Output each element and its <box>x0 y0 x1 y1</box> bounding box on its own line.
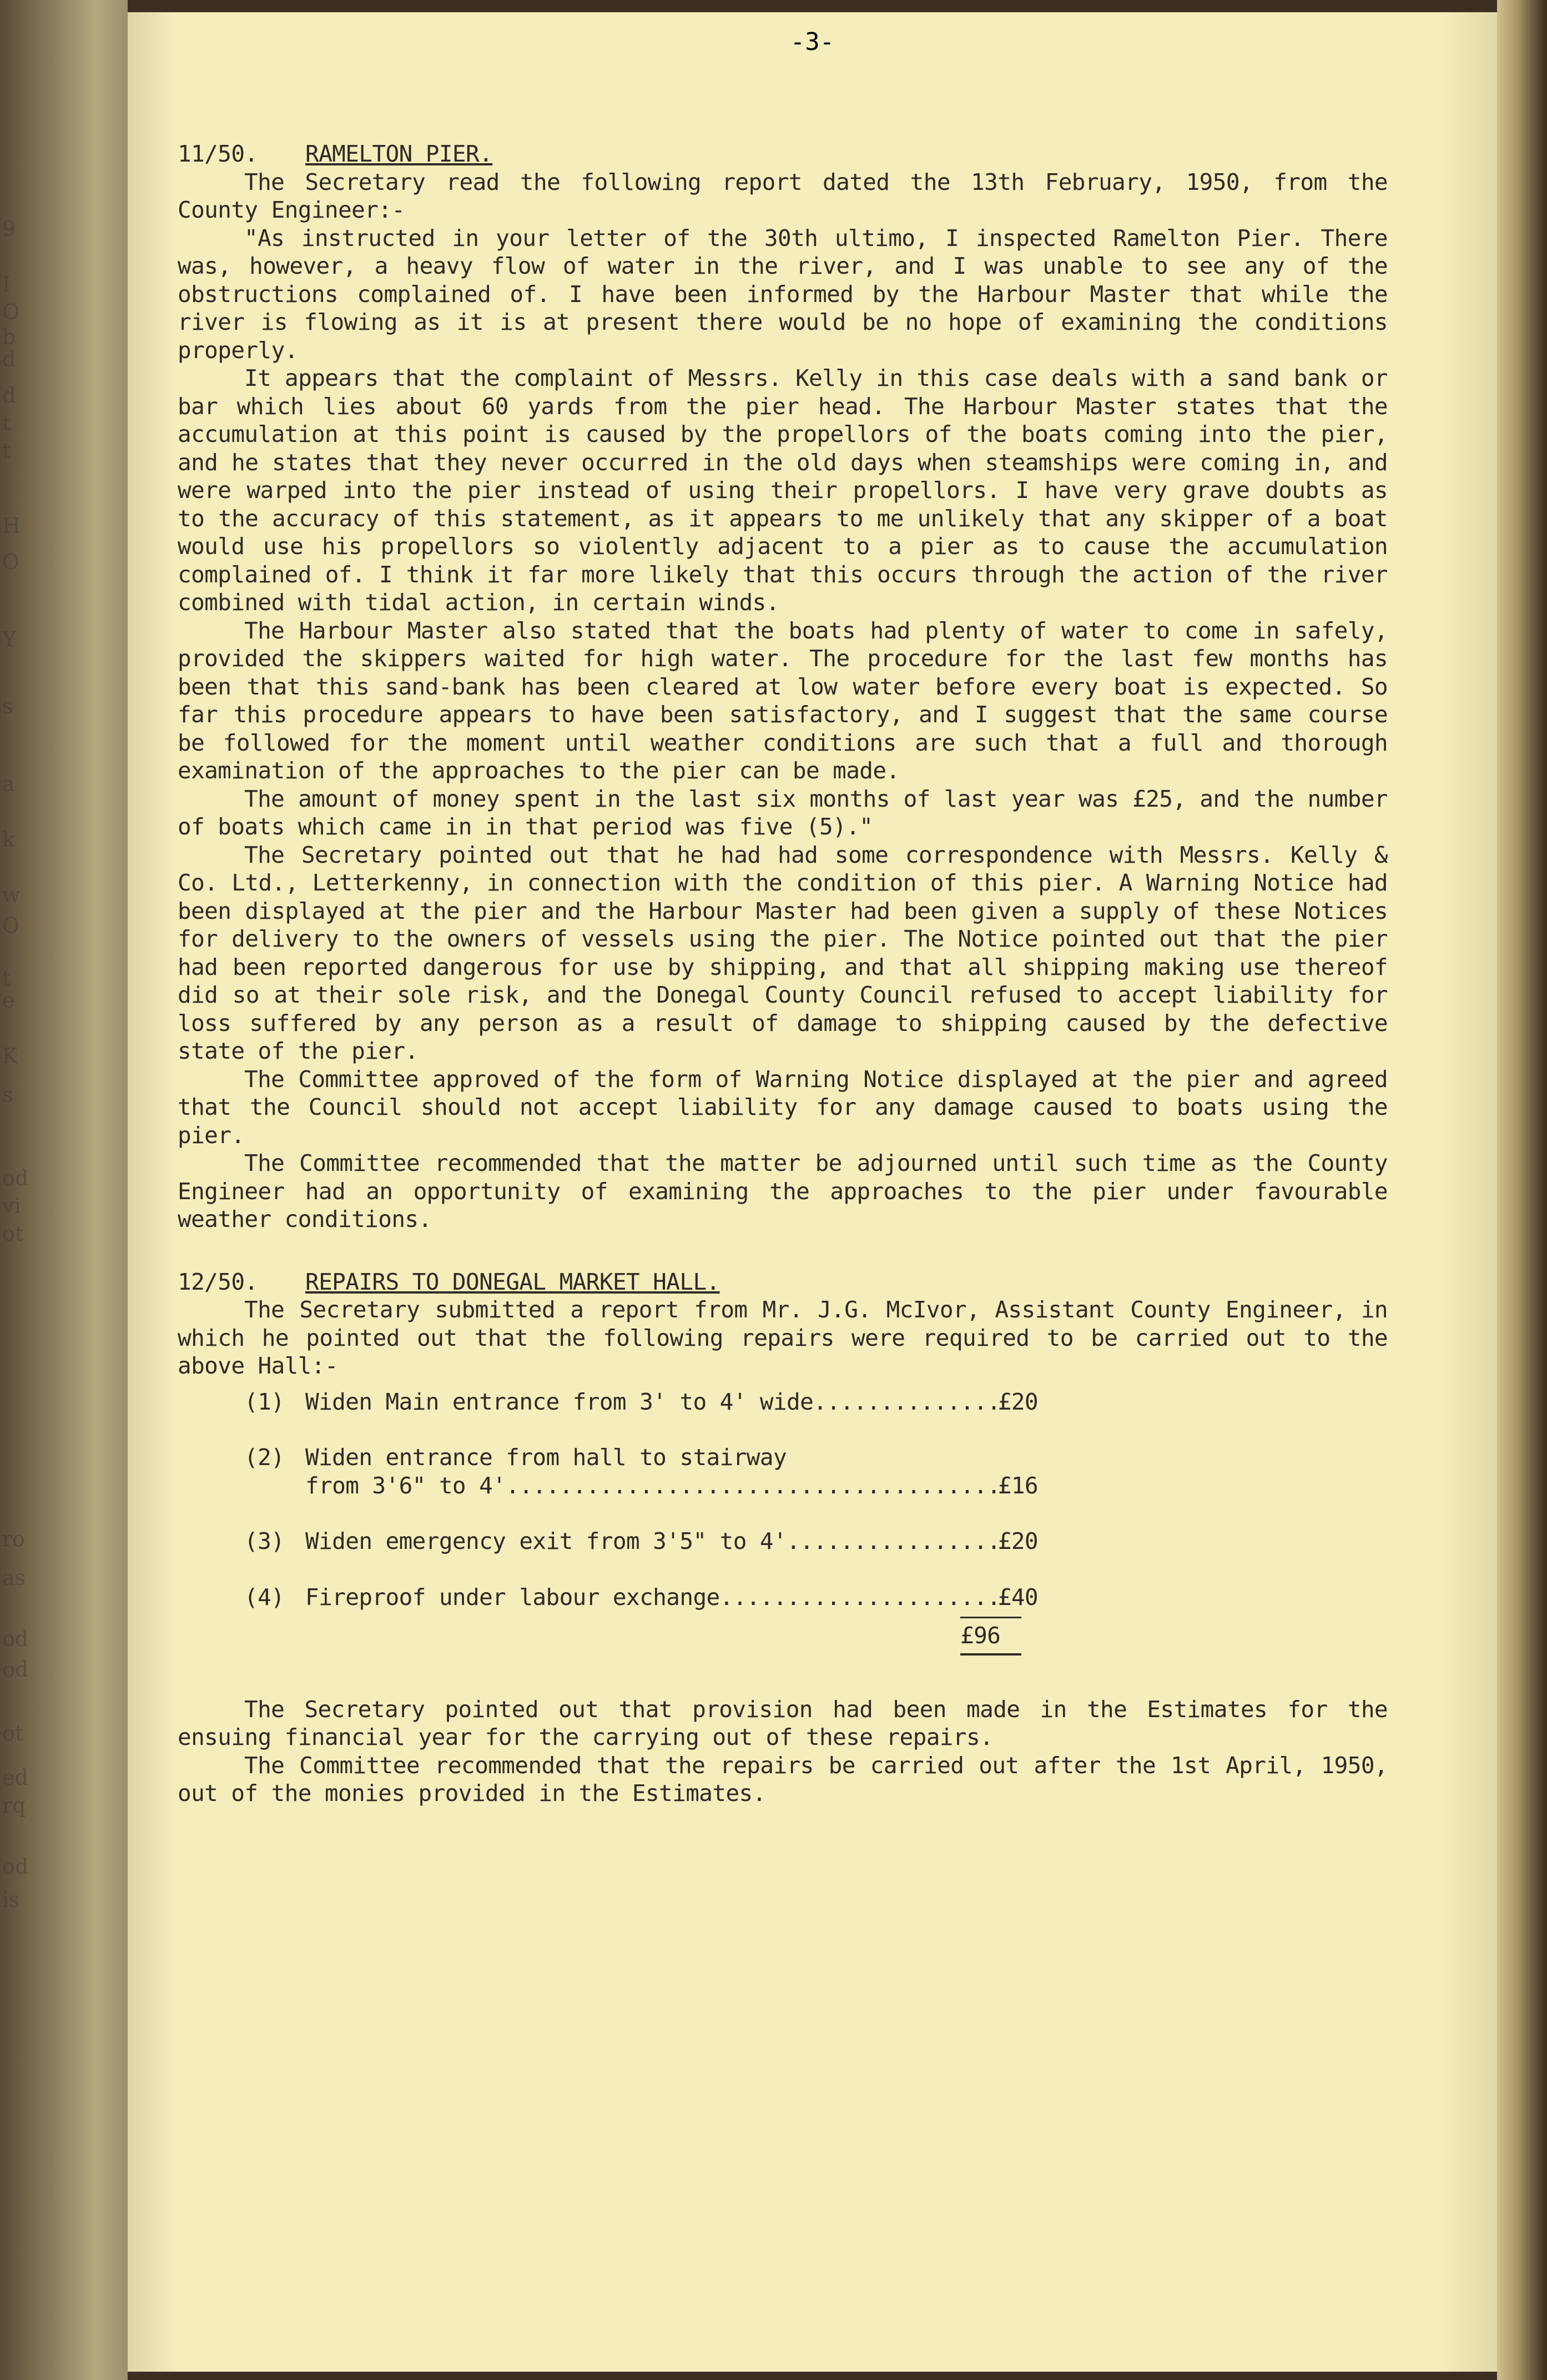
facing-page-mark: as <box>2 1566 26 1590</box>
facing-page-mark: w <box>2 883 21 907</box>
paragraph: The Committee recommended that the matter be adjourned until such time as the County Engineer had an opportunity of examining the approaches to the pier under favourable weather conditions. <box>178 1150 1388 1232</box>
item-number: (1) <box>244 1388 285 1415</box>
facing-page-mark: k <box>2 827 16 852</box>
item-amount: £16 <box>997 1472 1038 1499</box>
facing-page-mark: a <box>2 772 15 796</box>
item-label: Widen Main entrance from 3' to 4' wide <box>305 1388 814 1415</box>
page-number: -3- <box>790 28 835 56</box>
facing-page-mark: I <box>2 272 11 296</box>
facing-page-mark: t <box>2 439 11 463</box>
paragraph: It appears that the complaint of Messrs. Kelly in this case deals with a sand bank or bar which lies about 60 yards from the pier head. The Harbour Master states that the accumulation at this point is caused by the propellors of the boats coming into the pier, and he states that they never occurred in the old days when steamships were coming in, and were warped into the pier instead of using their propellors. I have very grave doubts as to the accuracy of this statement, as it appears to me unlikely that any skipper of a boat would use his propellors so violently adjacent to a pier as to cause the accumulation complained of. I think it far more likely that this occurs through the action of the river combined with tidal action, in certain winds. <box>178 365 1388 616</box>
facing-page-mark: od <box>2 1854 29 1879</box>
facing-page-mark: K <box>2 1044 18 1068</box>
facing-page-mark: ro <box>2 1527 26 1551</box>
item-number: (3) <box>244 1528 285 1554</box>
section-title: REPAIRS TO DONEGAL MARKET HALL. <box>305 1268 720 1295</box>
list-item <box>178 1443 1388 1500</box>
repair-items-list <box>178 1388 1388 1656</box>
section-number: 12/50. <box>178 1268 258 1295</box>
document-page <box>128 12 1497 2372</box>
facing-page-mark: od <box>2 1657 29 1682</box>
list-item <box>178 1527 1388 1556</box>
facing-page-mark: rq <box>2 1793 26 1818</box>
section-number: 11/50. <box>178 140 258 167</box>
section-title: RAMELTON PIER. <box>305 140 493 167</box>
facing-page-mark: ed <box>2 1765 28 1790</box>
paragraph: The Committee approved of the form of Warning Notice displayed at the pier and agreed that the Council should not accept liability for any damage caused to boats using the pier. <box>178 1065 1388 1149</box>
book-right-edge <box>1497 0 1547 2380</box>
facing-page-mark: O <box>2 913 20 938</box>
section-12-closing <box>178 1695 1388 1808</box>
paragraph: The Secretary read the following report dated the 13th February, 1950, from the County Engineer:- <box>178 168 1388 223</box>
item-label-continued: from 3'6" to 4' <box>305 1472 506 1499</box>
facing-page-mark: s <box>2 1083 13 1107</box>
facing-page-mark: H <box>2 514 21 538</box>
section-11-heading <box>178 140 1388 168</box>
paragraph: "As instructed in your letter of the 30th ultimo, I inspected Ramelton Pier. There was, however, a heavy flow of water in the river, and I was unable to see any of the obstructions complained of. I have been informed by the Harbour Master that while the river is flowing as it is at present there would be no hope of examining the conditions properly. <box>178 224 1388 364</box>
facing-page-mark: od <box>2 1627 29 1651</box>
facing-page-mark: ot <box>2 1221 24 1246</box>
facing-page-mark: b <box>2 325 16 349</box>
facing-page-mark: t <box>2 966 11 990</box>
item-label: Widen emergency exit from 3'5" to 4' <box>305 1528 787 1554</box>
section-12-heading <box>178 1268 1388 1296</box>
paragraph: The Committee recommended that the repairs be carried out after the 1st April, 1950, out of the monies provided in the Estimates. <box>178 1752 1388 1807</box>
facing-page-mark: ot <box>2 1721 24 1745</box>
paragraph: The Harbour Master also stated that the boats had plenty of water to come in safely, provided the skippers waited for high water. The procedure for the last few months has been that this sand-bank has been cleared at low water before every boat is expected. So far this procedure appears to have been satisfactory, and I suggest that the same course be followed for the moment until weather conditions are such that a full and thorough examination of the approaches to the pier can be made. <box>178 617 1388 784</box>
facing-page-mark: e <box>2 988 15 1013</box>
facing-page-mark: s <box>2 694 13 718</box>
list-item <box>178 1388 1388 1416</box>
total-double-rule <box>960 1653 1021 1656</box>
total-amount: £96 <box>960 1622 1001 1649</box>
facing-page-edge <box>0 0 128 2380</box>
item-amount: £20 <box>997 1388 1038 1415</box>
section-11-body <box>178 168 1388 1234</box>
paragraph: The Secretary submitted a report from Mr. J.G. McIvor, Assistant County Engineer, in which he pointed out that the following repairs were required to be carried out to the above Hall:- <box>178 1296 1388 1379</box>
item-amount: £40 <box>997 1583 1038 1611</box>
paragraph: The amount of money spent in the last six months of last year was £25, and the number of boats which came in in that period was five (5)." <box>178 785 1388 840</box>
page-body <box>178 140 1388 1808</box>
paragraph: The Secretary pointed out that provision had been made in the Estimates for the ensuing financial year for the carrying out of these repairs. <box>178 1695 1388 1750</box>
facing-page-mark: t <box>2 411 11 435</box>
item-number: (2) <box>244 1444 285 1471</box>
facing-page-marks <box>0 0 128 2380</box>
paragraph: The Secretary pointed out that he had had some correspondence with Messrs. Kelly & Co. Ltd., Letterkenny, in connection with the condition of this pier. A Warning Notice had been displayed at the pier and the Harbour Master had been given a supply of these Notices for delivery to the owners of vessels using the pier. The Notice pointed out that the pier had been reported dangerous for use by shipping, and that all shipping making use thereof did so at their sole risk, and the Donegal County Council refused to accept liability for loss suffered by any person as a result of damage to shipping caused by the defective state of the pier. <box>178 841 1388 1064</box>
facing-page-mark: od <box>2 1166 29 1190</box>
facing-page-mark: O <box>2 300 20 324</box>
facing-page-mark: is <box>2 1888 20 1912</box>
facing-page-mark: d <box>2 383 16 407</box>
facing-page-mark: O <box>2 550 20 574</box>
facing-page-mark: vi <box>2 1194 21 1218</box>
facing-page-mark: d <box>2 347 16 371</box>
item-label: Widen entrance from hall to stairway <box>305 1444 787 1471</box>
list-item <box>178 1583 1388 1612</box>
facing-page-mark: 9 <box>2 217 16 241</box>
facing-page-mark: Y <box>2 627 17 652</box>
total-block <box>960 1617 1032 1656</box>
item-number: (4) <box>244 1583 285 1611</box>
item-amount: £20 <box>997 1528 1038 1554</box>
item-label: Fireproof under labour exchange <box>305 1583 720 1611</box>
